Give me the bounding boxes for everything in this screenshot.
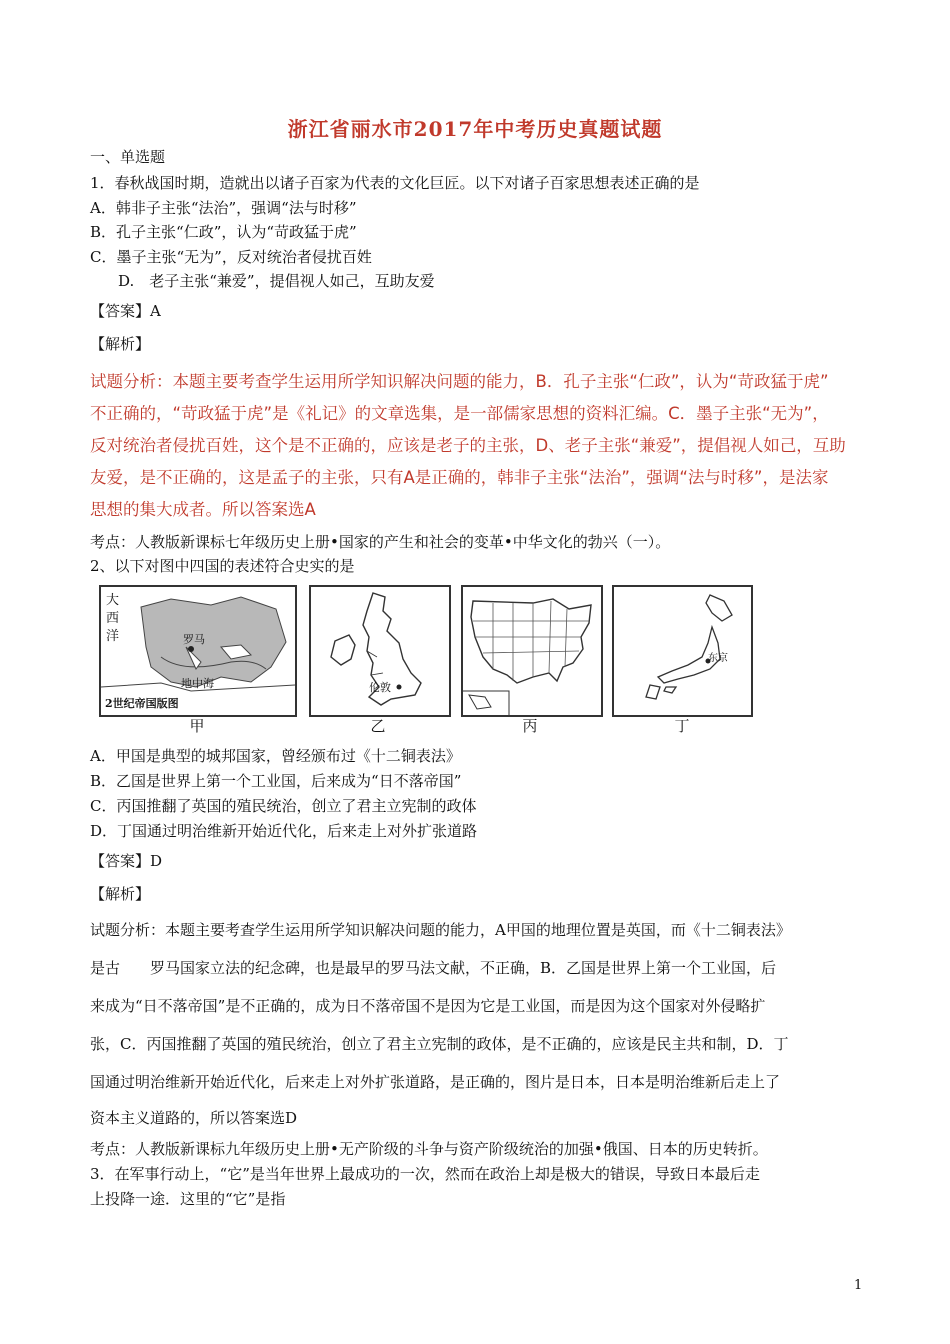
q1-option-c: C．墨子主张“无为”，反对统治者侵扰百姓 [90,248,372,266]
q3-stem-line: 3．在军事行动上，“它”是当年世界上最成功的一次，然而在政治上却是极大的错误，导致日本最后走 [90,1165,760,1183]
map-japan [612,585,753,717]
map-usa [461,585,603,717]
q2-analysis-label: 【解析】 [90,885,151,903]
q1-answer: 【答案】A [90,302,161,320]
q1-option-a: A．韩非子主张“法治”，强调“法与时移” [90,199,357,217]
map-label-xi: 西 [106,611,120,626]
page-number: 1 [854,1278,863,1293]
q2-kaodian: 考点：人教版新课标九年级历史上册•无产阶级的斗争与资产阶级统治的加强•俄国、日本的历史转折。 [90,1140,768,1158]
japan-map-graphic [614,587,751,715]
q2-option-b: B．乙国是世界上第一个工业国，后来成为“日不落帝国” [90,772,462,790]
q2-option-d: D．丁国通过明治维新开始近代化，后来走上对外扩张道路 [90,822,478,840]
q1-kaodian: 考点：人教版新课标七年级历史上册•国家的产生和社会的变革•中华文化的勃兴（一）。 [90,533,671,551]
q1-analysis-label: 【解析】 [90,335,151,353]
map-caption-jia: 甲 [189,717,205,735]
q2-analysis-line: 是古 罗马国家立法的纪念碑，也是最早的罗马法文献，不正确，B．乙国是世界上第一个工业国，后 [90,959,777,977]
map-roman-empire [99,585,297,717]
map-label-tokyo: 东京 [708,653,728,664]
usa-map-graphic [463,587,601,715]
q2-analysis-line: 国通过明治维新开始近代化，后来走上对外扩张道路，是正确的，图片是日本，日本是明治维新后走上了 [90,1073,781,1091]
q2-analysis-line: 张，C．丙国推翻了英国的殖民统治，创立了君主立宪制的政体，是不正确的，应该是民主共和制，D．丁 [90,1035,789,1053]
map-caption-bing: 丙 [522,717,538,735]
q2-option-c: C．丙国推翻了英国的殖民统治，创立了君主立宪制的政体 [90,797,477,815]
q1-analysis-line: 思想的集大成者。所以答案选A [90,500,316,519]
q2-analysis-line: 试题分析：本题主要考查学生运用所学知识解决问题的能力，A甲国的地理位置是英国，而《十二铜表法》 [90,921,791,939]
map-label-da: 大 [106,593,120,608]
section-heading: 一、单选题 [90,148,166,166]
q2-option-a: A．甲国是典型的城邦国家，曾经颁布过《十二铜表法》 [90,747,461,765]
q3-stem-line: 上投降一途．这里的“它”是指 [90,1190,286,1208]
page-title: 浙江省丽水市2017年中考历史真题试题 [287,117,663,141]
q1-analysis-line: 试题分析：本题主要考查学生运用所学知识解决问题的能力，B．孔子主张“仁政”，认为“苛政猛于虎” [90,372,829,391]
map-label-mediterranean: 地中海 [181,677,214,690]
map-label-yang: 洋 [106,629,120,644]
q2-analysis-line: 资本主义道路的，所以答案选D [90,1109,298,1127]
q2-answer: 【答案】D [90,852,163,870]
q1-stem: 1．春秋战国时期，造就出以诸子百家为代表的文化巨匠。以下对诸子百家思想表述正确的是 [90,174,700,192]
map-caption-ding: 丁 [674,717,690,735]
map-britain [309,585,451,717]
q1-analysis-line: 反对统治者侵扰百姓，这个是不正确的，应该是老子的主张，D、老子主张“兼爱”，提倡视人如己，互助 [90,436,846,455]
britain-map-graphic [311,587,449,715]
map-caption-yi: 乙 [370,717,386,735]
q1-analysis-line: 不正确的，“苛政猛于虎”是《礼记》的文章选集，是一部儒家思想的资料汇编。C．墨子主张“无为”， [90,404,829,423]
map-label-rome: 罗马 [183,633,205,646]
map-label-london: 伦敦 [369,681,391,694]
map-label-empire-2c: 2世纪帝国版图 [105,697,179,710]
q1-option-b: B．孔子主张“仁政”，认为“苛政猛于虎” [90,223,357,241]
q2-stem: 2、以下对图中四国的表述符合史实的是 [90,557,355,575]
q2-analysis-line: 来成为“日不落帝国”是不正确的，成为日不落帝国不是因为它是工业国，而是因为这个国家对外侵略扩 [90,997,766,1015]
q1-option-d: D. 老子主张“兼爱”，提倡视人如己，互助友爱 [118,272,435,290]
q1-analysis-line: 友爱，是不正确的，这是孟子的主张，只有A是正确的，韩非子主张“法治”，强调“法与时移”，是法家 [90,468,829,487]
